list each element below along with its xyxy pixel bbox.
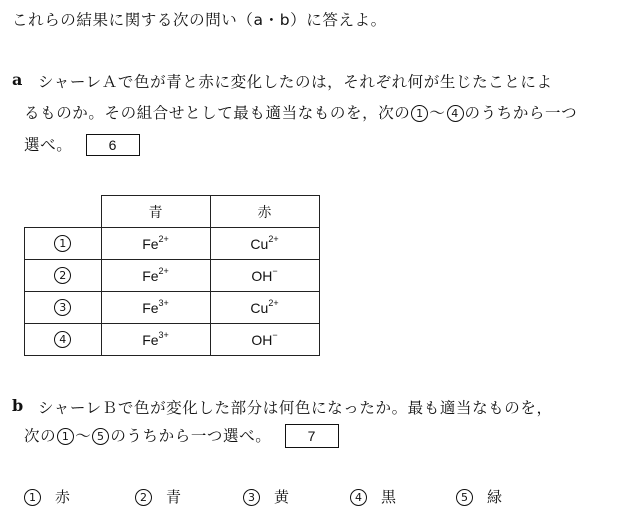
answer-box-6[interactable]: 6 <box>86 134 140 156</box>
question-b-line1: シャーレＢで色が変化した部分は何色になったか。最も適当なものを， <box>38 399 553 417</box>
row-number: 4 <box>54 331 71 348</box>
question-b-line2-post: のうちから一つ選べ。 <box>110 427 272 445</box>
table-header-row <box>25 196 320 228</box>
red-charge: − <box>272 329 278 340</box>
row-number-cell <box>25 324 102 356</box>
table-row[interactable] <box>25 228 320 260</box>
red-ion-cell <box>210 292 319 324</box>
table-row[interactable] <box>25 292 320 324</box>
red-ion: OH <box>251 267 273 284</box>
option-label: 黒 <box>381 488 397 506</box>
table-corner-cell <box>25 196 102 228</box>
red-charge: − <box>272 265 278 276</box>
row-number: 3 <box>54 299 71 316</box>
option-item[interactable] <box>24 486 70 507</box>
table-row[interactable] <box>25 324 320 356</box>
question-a-line1: シャーレＡで色が青と赤に変化したのは，それぞれ何が生じたことによ <box>38 73 553 91</box>
option-item[interactable] <box>243 486 289 507</box>
question-a-line3 <box>24 133 140 156</box>
blue-ion: Fe <box>142 235 159 252</box>
red-ion: Cu <box>250 299 269 316</box>
blue-ion-cell <box>101 228 210 260</box>
option-number: 5 <box>456 489 473 506</box>
row-number: 1 <box>54 235 71 252</box>
red-ion: Cu <box>250 235 269 252</box>
option-label: 赤 <box>55 488 71 506</box>
option-number: 2 <box>135 489 152 506</box>
red-ion-cell <box>210 260 319 292</box>
option-number: 1 <box>24 489 41 506</box>
row-number-cell <box>25 260 102 292</box>
option-label: 緑 <box>487 488 503 506</box>
red-ion: OH <box>251 331 273 348</box>
row-number: 2 <box>54 267 71 284</box>
question-a-line3-text: 選べ。 <box>24 136 73 154</box>
question-a-line2 <box>24 101 577 123</box>
blue-ion: Fe <box>142 267 159 284</box>
row-number-cell <box>25 228 102 260</box>
question-a-line2-pre: るものか。その組合せとして最も適当なものを，次の <box>24 104 411 122</box>
answer-box-7[interactable]: 7 <box>285 424 339 448</box>
red-charge: 2+ <box>268 233 279 244</box>
header-red: 赤 <box>210 196 319 228</box>
option-label: 青 <box>166 488 182 506</box>
range-separator: ～ <box>429 104 446 122</box>
blue-charge: 3+ <box>158 329 169 340</box>
question-a-label: a <box>12 70 23 89</box>
red-ion-cell <box>210 228 319 260</box>
range-start-number: 1 <box>411 105 428 122</box>
blue-ion-cell <box>101 260 210 292</box>
intro-text: これらの結果に関する次の問い（a・b）に答えよ。 <box>12 11 387 29</box>
blue-ion: Fe <box>142 331 159 348</box>
range-separator: ～ <box>75 427 92 445</box>
blue-ion-cell <box>101 292 210 324</box>
blue-charge: 2+ <box>158 233 169 244</box>
question-b-label: b <box>12 396 24 415</box>
row-number-cell <box>25 292 102 324</box>
range-end-number: 4 <box>447 105 464 122</box>
question-b-line2-pre: 次の <box>24 427 57 445</box>
range-end-number: 5 <box>92 428 109 445</box>
question-a-line2-post: のうちから一つ <box>464 104 578 122</box>
option-item[interactable] <box>456 486 502 507</box>
option-item[interactable] <box>135 486 181 507</box>
option-item[interactable] <box>350 486 396 507</box>
range-start-number: 1 <box>57 428 74 445</box>
answer-table <box>24 195 320 356</box>
table-row[interactable] <box>25 260 320 292</box>
blue-ion-cell <box>101 324 210 356</box>
option-label: 黄 <box>274 488 290 506</box>
blue-ion: Fe <box>142 299 159 316</box>
blue-charge: 3+ <box>158 297 169 308</box>
option-number: 4 <box>350 489 367 506</box>
red-charge: 2+ <box>268 297 279 308</box>
blue-charge: 2+ <box>158 265 169 276</box>
option-number: 3 <box>243 489 260 506</box>
red-ion-cell <box>210 324 319 356</box>
header-blue: 青 <box>101 196 210 228</box>
question-b-line2 <box>24 424 339 448</box>
